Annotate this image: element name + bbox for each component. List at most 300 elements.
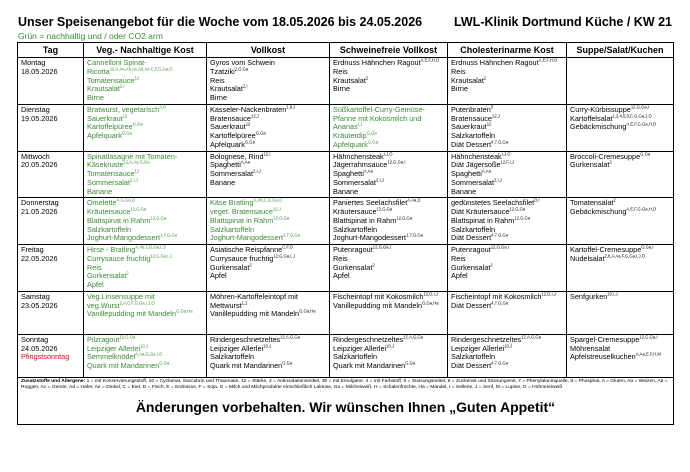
allergen-text: 1 = mit Konservierungsstoff, 10 = Cyclamat, Saccahrin und Thaumatin, 12 = Stärke, 2 = Antioxidationsmittel, 30 = mit Emulgator, 4 = mit Farbstoff, 5 = Süssungsmittel, 6 = Zuckerart und Süssungsmit, 7 = Phenylalaninquelle, 8 = Phosphat, A = Gluten, Aa = Weizen, Ab = Roggen, Ac = Gerste, Ad = Hafer, Ae = Dinkel, C = Eier, D = Fisch, E = Erdnüsse, F = Soja, G = Milch und Milchprodukte einschließlich Laktose, Ga = Milcheiweiß, H = Schalenfrüchte, Ha = Mandel, I = Sellerie, J = Senf, M = Lupine, O = Hühnereiweiß (21, 378, 668, 391)
suppe-cell (567, 334, 674, 377)
vollkost-cell (207, 104, 330, 151)
cholesterinarm-cell (448, 245, 567, 292)
dish-name: Fischeintopf mit Kokosmilch (333, 291, 424, 301)
dish-name: Kräutersauce (87, 207, 131, 216)
dish-line (451, 272, 563, 281)
dish-name: Blattspinat in Rahm (333, 215, 397, 225)
dish-name: Sommersalat (333, 177, 376, 187)
allergen-codes: 2 (365, 75, 369, 81)
dish-name: Vanillepudding mit Mandeln (210, 309, 300, 319)
dish-line (210, 362, 326, 371)
allergen-codes: C,F,O (282, 244, 293, 250)
dish-name: Leipziger Allerlei (333, 343, 387, 353)
dish-name: Krautsalat (87, 84, 120, 94)
allergen-codes: 4,7,G,Ga (491, 300, 509, 306)
day-cell (18, 291, 84, 334)
dish-name: Currysauce fruchtig (210, 253, 274, 263)
dish-name: Salzkartoffeln (87, 224, 132, 234)
allergen-codes: A,E,F,G,Ga,H,O (626, 206, 657, 212)
dish-name: Apfelquark (210, 139, 245, 149)
dish-name: Gebäckmischung (570, 207, 627, 216)
cholesterinarm-cell (448, 198, 567, 245)
dish-name: Kartoffelsalat (570, 113, 613, 123)
allergen-codes: 10,J (140, 343, 149, 349)
dish-name: Tomatensalat (570, 198, 614, 208)
allergen-codes: 2 (372, 262, 375, 268)
closing-message: Änderungen vorbehalten. Wir wünschen Ihnen „Guten Appetit“ (135, 398, 556, 415)
allergen-codes: 12 (486, 121, 492, 127)
veg-cell (84, 245, 207, 292)
page-title: Unser Speisenangebot für die Woche vom 18.05.2026 bis 24.05.2026 (18, 15, 423, 29)
day-name: Montag (21, 58, 46, 67)
dish-name: Rindergeschnetzeltes (210, 334, 281, 344)
allergen-codes: G,Ga (405, 360, 416, 366)
day-name: Freitag (21, 245, 44, 254)
dish-name: Reis (333, 253, 348, 263)
dish-line (333, 141, 444, 150)
schweinefrei-cell (330, 334, 448, 377)
allergen-codes: G,Ga (255, 130, 266, 136)
schweinefrei-cell (330, 151, 448, 198)
allergen-codes: A,Aa (481, 168, 491, 174)
allergen-codes: 10,J (263, 343, 272, 349)
dish-line (87, 362, 203, 371)
allergen-codes: 12,A,G,Ga (403, 334, 423, 340)
dish-name: Krautsalat (333, 75, 366, 85)
dish-name: Currysauce fruchtig (87, 253, 151, 263)
dish-name: Gurkensalat (333, 262, 373, 272)
suppe-cell (567, 291, 674, 334)
allergen-codes: 12,G,Ga,I (630, 104, 649, 110)
allergen-codes: G,Ga,Ha (299, 308, 316, 314)
dish-name: Birne (87, 93, 105, 102)
dish-line (451, 59, 563, 68)
dish-line (87, 59, 203, 77)
dish-name: Tomatensauce (87, 75, 135, 85)
dish-name: Vanillepudding mit Mandeln (333, 300, 423, 310)
dish-line (87, 255, 203, 264)
dish-name: Apfel (333, 271, 350, 281)
dish-line (333, 272, 444, 281)
day-row (18, 198, 674, 245)
dish-line (333, 234, 444, 243)
vollkost-cell (207, 334, 330, 377)
dish-name: Semmelknödel (87, 352, 136, 362)
dish-line (451, 141, 563, 150)
dish-line (87, 94, 203, 103)
allergen-codes: G,Ga (132, 121, 143, 127)
footer-row (18, 377, 674, 424)
dish-line (87, 281, 203, 290)
dish-name: Apfelquark (333, 139, 368, 149)
allergen-codes: 2 (609, 159, 612, 165)
dish-name: Bratwurst, vegetarisch (87, 104, 160, 114)
veg-cell (84, 334, 207, 377)
dish-name: Spaghetti (451, 169, 482, 178)
day-name: Samstag (21, 291, 50, 301)
dish-name: Senfgurken (570, 291, 608, 301)
dish-name: Joghurt-Mangodessert (333, 233, 407, 243)
dish-name: Reis (451, 66, 466, 76)
dish-name: Paniertes Seelachsfilet (333, 198, 408, 208)
schweinefrei-cell (330, 58, 448, 105)
dish-name: Leipziger Allerlei (87, 343, 141, 353)
allergen-codes: G,Ga (159, 360, 170, 366)
dish-line (451, 234, 563, 243)
menu-table (17, 42, 674, 425)
allergen-codes: 12 (134, 168, 140, 174)
dish-line (87, 310, 203, 319)
dish-name: Birne (451, 84, 469, 94)
dish-name: Vanillepudding mit Mandeln (87, 309, 177, 319)
allergen-codes: 12,G,Ga (119, 334, 136, 340)
allergen-codes: G,Ga,I (641, 244, 654, 250)
footer-cell (18, 377, 674, 424)
allergen-codes: A,Aa (240, 159, 250, 165)
dish-line (451, 246, 563, 255)
dish-name: Kartoffelpüree (87, 122, 133, 132)
allergen-codes: 12,I (263, 151, 271, 157)
cholesterinarm-cell (448, 151, 567, 198)
dish-name: Gurkensalat (570, 160, 610, 170)
allergen-codes: 1,2,4,5,8,C,G,Ga,J,O (612, 113, 652, 119)
dish-name: Apfel (87, 280, 104, 289)
suppe-cell (567, 151, 674, 198)
dish-line (210, 141, 326, 150)
vollkost-cell (207, 245, 330, 292)
allergen-codes: 2 (490, 262, 493, 268)
dish-name: Nudelsalat (570, 253, 605, 263)
dish-line (333, 59, 444, 68)
day-date: 19.05.2026 (21, 113, 58, 123)
vollkost-cell (207, 151, 330, 198)
dish-name: Gebäckmischung (570, 122, 627, 132)
allergen-codes: 12,G,Ga (514, 215, 531, 221)
allergen-codes: 2 (249, 262, 252, 268)
dish-name: Tomatensauce (87, 169, 135, 178)
dish-name: Hirse - Bratling (87, 245, 136, 254)
dish-name: Käse Bratling (210, 198, 254, 208)
dish-name: Hähnchensteak (333, 151, 384, 161)
dish-name: Sauerkraut (451, 122, 487, 132)
dish-line (451, 362, 563, 371)
allergen-codes: 2 (126, 270, 129, 276)
dish-name: veget. Bratensauce (210, 207, 273, 216)
allergen-codes: 12,G,Ga,I (490, 244, 509, 250)
schweinefrei-cell (330, 291, 448, 334)
allergen-codes: G,Ga (367, 139, 378, 145)
dish-name: Kasseler-Nackenbraten (210, 104, 287, 114)
dish-line (570, 353, 670, 362)
dish-name: Birne (210, 93, 228, 102)
dish-name: Pilzragout (87, 334, 120, 344)
col-header-veg: Veg.- Nachhaltige Kost (84, 43, 207, 58)
dish-name: Putenragout (451, 245, 491, 254)
dish-name: Süßkartoffel-Curry-Gemüse-Pfanne mit Kokosmilch und Ananas (333, 104, 425, 132)
dish-name: Kartoffel-Cremesuppe (570, 245, 642, 254)
dish-line (87, 293, 203, 311)
dish-name: Kartoffelpüree (210, 131, 256, 140)
dish-name: Möhrensalat (570, 343, 611, 353)
dish-line (570, 293, 670, 302)
dish-line (87, 132, 203, 141)
dish-name: Omelette (87, 198, 117, 208)
allergen-codes: G,Ga (121, 130, 132, 136)
day-row (18, 104, 674, 151)
dish-name: Salzkartoffeln (451, 224, 496, 234)
dish-name: gedünstetes Seelachsfilet (451, 198, 535, 208)
day-date: 21.05.2026 (21, 207, 58, 216)
allergen-codes: G,Ga,Ha (422, 300, 439, 306)
allergen-codes: 2,G,Ga (234, 66, 249, 72)
allergen-codes: 12,D,I,J (423, 291, 438, 297)
dish-name: Sommersalat (451, 177, 494, 187)
allergen-codes: 2,I,J (252, 168, 261, 174)
dish-name: Hähnchensteak (451, 151, 502, 161)
allergen-codes: G,Ga (640, 151, 651, 157)
allergen-codes: 12 (245, 121, 251, 127)
dish-line (333, 85, 444, 94)
dish-line (451, 188, 563, 197)
day-cell (18, 198, 84, 245)
dish-line (570, 208, 670, 217)
dish-name: Salzkartoffeln (210, 352, 255, 362)
day-row (18, 58, 674, 105)
dish-name: Apfel (451, 271, 468, 281)
allergen-codes: 12,G,Ga,I (639, 334, 658, 340)
allergen-codes: D,I (534, 197, 540, 203)
allergen-codes: I,J,O (383, 151, 393, 157)
allergen-codes: 2,8,A,Aa,F,G,Ga,I,J,O (604, 253, 645, 259)
veg-cell (84, 58, 207, 105)
dish-name: Sommersalat (210, 169, 253, 178)
dish-name: Reis (210, 75, 225, 85)
dish-line (210, 234, 326, 243)
dish-name: Diät Dessert (451, 361, 492, 370)
dish-name: Reis (333, 66, 348, 76)
dish-name: Salzkartoffeln (451, 131, 496, 140)
dish-line (210, 68, 326, 77)
cholesterinarm-cell (448, 334, 567, 377)
day-row (18, 291, 674, 334)
dish-name: Fischeintopf mit Kokosmilch (451, 291, 542, 301)
dish-line (570, 161, 670, 170)
dish-name: Veg.Linsensuppe mit veg.Wurst (87, 291, 155, 310)
dish-name: Apfel (210, 271, 227, 281)
col-header-cholesterinarm: Cholesterinarme Kost (448, 43, 567, 58)
dish-name: Sommersalat (87, 177, 130, 187)
dish-line (333, 188, 444, 197)
kitchen-week-label: LWL-Klinik Dortmund Küche / KW 21 (453, 15, 672, 29)
dish-line (87, 272, 203, 281)
day-row (18, 334, 674, 377)
dish-name: Diät Jägersoße (451, 160, 501, 170)
vollkost-cell (207, 291, 330, 334)
dish-name: Blattspinat in Rahm (87, 215, 151, 225)
dish-name: Salzkartoffeln (210, 224, 255, 234)
dish-name: Sauerkraut (87, 113, 123, 123)
dish-name: Apfelquark (87, 131, 122, 140)
allergen-codes: 1,7,G,Ga (283, 232, 301, 238)
dish-line (210, 310, 326, 319)
dish-name: Spaghetti (210, 160, 241, 170)
dish-name: Putenragout (333, 245, 373, 254)
dish-name: Bratensauce (451, 113, 492, 123)
suppe-cell (567, 104, 674, 151)
allergen-codes: 4,7,G,Ga (491, 360, 509, 366)
suppe-cell (567, 198, 674, 245)
dish-name: Leipziger Allerlei (210, 343, 264, 353)
veg-cell (84, 291, 207, 334)
dish-name: Kräuterdip (333, 131, 367, 140)
allergen-codes: 12,G,Ga (150, 215, 167, 221)
suppe-cell (567, 245, 674, 292)
col-header-suppe: Suppe/Salat/Kuchen (567, 43, 674, 58)
schweinefrei-cell (330, 198, 448, 245)
dish-line (570, 123, 670, 132)
menu-body (18, 58, 674, 378)
veg-cell (84, 104, 207, 151)
dish-name: Möhren-Kartoffeleintopf mit Mettwurst (210, 291, 298, 310)
schweinefrei-cell (330, 104, 448, 151)
day-cell (18, 334, 84, 377)
day-date: 20.05.2026 (21, 160, 58, 170)
col-header-tag: Tag (18, 43, 84, 58)
vollkost-cell (207, 198, 330, 245)
allergen-codes: 2,I (242, 83, 248, 89)
allergen-codes: A,Ab,2,G,Ga,I,O (135, 244, 166, 250)
allergen-legend (21, 379, 670, 392)
vollkost-cell (207, 58, 330, 105)
allergen-label: Zusatzstoffe und Allergene: (21, 378, 86, 384)
dish-name: Asiatische Reispfanne (210, 245, 283, 254)
veg-cell (84, 198, 207, 245)
allergen-codes: 1,2 (241, 300, 248, 306)
dish-name: Kräutersauce (333, 207, 377, 216)
cholesterinarm-cell (448, 291, 567, 334)
allergen-codes: 12,J (272, 206, 281, 212)
dish-line (570, 255, 670, 264)
dish-name: Rindergeschnetzeltes (333, 334, 404, 344)
allergen-codes: A,E,F,H,O (420, 57, 440, 63)
allergen-codes: 12 (122, 113, 128, 119)
dish-name: Bolognese, Rind (210, 151, 264, 161)
allergen-codes: 12,G,Ga (376, 206, 393, 212)
allergen-codes: 2,I,J (129, 177, 138, 183)
day-date: 24.05.2026 (21, 343, 58, 353)
dish-name: Banane (210, 177, 236, 187)
day-name: Dienstag (21, 104, 50, 114)
day-cell (18, 104, 84, 151)
allergen-codes: 12,F,I,J (500, 159, 514, 165)
allergen-codes: 12,G,Ga,I,J (150, 253, 172, 259)
allergen-codes: A,Aa,E,F,H,M (635, 351, 661, 357)
allergen-codes: A,G (159, 104, 167, 110)
dish-line (333, 302, 444, 311)
day-name: Mittwoch (21, 151, 50, 161)
dish-line (210, 85, 326, 94)
dish-name: Birne (333, 84, 351, 94)
day-name: Sonntag (21, 334, 49, 344)
allergen-codes: 12,A,G,Ga (280, 334, 300, 340)
dish-name: Broccoli-Cremesuppe (570, 151, 641, 161)
day-name: Donnerstag (21, 198, 59, 208)
allergen-codes: 1,7,G,Ga (160, 232, 178, 238)
dish-line (210, 272, 326, 281)
dish-name: Erdnuss Hähnchen Ragout (451, 58, 539, 67)
allergen-codes: 10,I,J (607, 291, 618, 297)
dish-line (210, 179, 326, 188)
dish-name: Spargel-Cremesuppe (570, 334, 640, 344)
allergen-codes: 12,G,Ga,I (372, 244, 391, 250)
allergen-codes: 12,D,I,J (541, 291, 556, 297)
dish-name: Joghurt-Mangodessert (87, 233, 161, 243)
dish-line (451, 302, 563, 311)
allergen-codes: 2,I (119, 83, 125, 89)
dish-name: Rindergeschnetzeltes (451, 334, 522, 344)
dish-name: Salzkartoffeln (333, 352, 378, 362)
allergen-codes: 4,7,G,Ga (491, 139, 509, 145)
allergen-codes: 12,G,Ga (130, 206, 147, 212)
dish-name: Blattspinat in Rahm (210, 215, 274, 225)
dish-name: Diät Kräutersauce (451, 207, 510, 216)
dish-name: Joghurt-Mangodessert (210, 233, 284, 243)
dish-line (87, 85, 203, 94)
day-cell (18, 58, 84, 105)
dish-name: Quark mit Mandarinen (333, 361, 406, 370)
dish-name: Jägerrahmsauce (333, 160, 388, 170)
dish-name: Gurkensalat (451, 262, 491, 272)
dish-name: Cannelloni Spinat-Ricotta (87, 58, 147, 76)
dish-name: Bratensauce (210, 113, 251, 123)
allergen-codes: A,E,F,G,Ga,H,O (626, 121, 657, 127)
allergen-codes: 10,J (386, 343, 395, 349)
allergen-codes: 12,G,Ga (509, 206, 526, 212)
dish-name: Apfelstreuselkuchen (570, 352, 636, 362)
suppe-cell (567, 58, 674, 105)
day-date: 23.05.2026 (21, 300, 58, 310)
allergen-codes: A,E,F,H,O (538, 57, 558, 63)
allergen-codes: 12,G,Ga (396, 215, 413, 221)
dish-name: Salzkartoffeln (451, 352, 496, 362)
dish-line (87, 153, 203, 171)
day-row (18, 151, 674, 198)
dish-name: Krautsalat (210, 84, 243, 94)
allergen-codes: 3 (490, 104, 494, 110)
dish-name: Quark mit Mandarinen (87, 361, 160, 370)
allergen-codes: 12,G,Ga,I,J (273, 253, 295, 259)
dish-name: Diät Dessert (451, 139, 492, 149)
day-cell (18, 151, 84, 198)
allergen-codes: 2,I,J (375, 177, 384, 183)
dish-name: Banane (87, 186, 113, 196)
dish-name: Banane (451, 186, 477, 196)
allergen-codes: 12,J (250, 113, 259, 119)
dish-name: Banane (333, 186, 359, 196)
cholesterinarm-cell (448, 58, 567, 105)
dish-name: Erdnuss Hähnchen Ragout (333, 58, 421, 67)
allergen-codes: I,J (357, 121, 363, 127)
dish-line (210, 293, 326, 311)
allergen-codes: 2,A,C,F,G,Ga,I,J,O (119, 300, 155, 306)
holiday-label: Pfingstsonntag (21, 352, 70, 362)
allergen-codes: A,Aa,D (407, 197, 421, 203)
allergen-codes: I,J,O (501, 151, 511, 157)
dish-line (333, 106, 444, 132)
dish-name: Reis (87, 262, 102, 272)
day-cell (18, 245, 84, 292)
dish-name: Salzkartoffeln (333, 224, 378, 234)
